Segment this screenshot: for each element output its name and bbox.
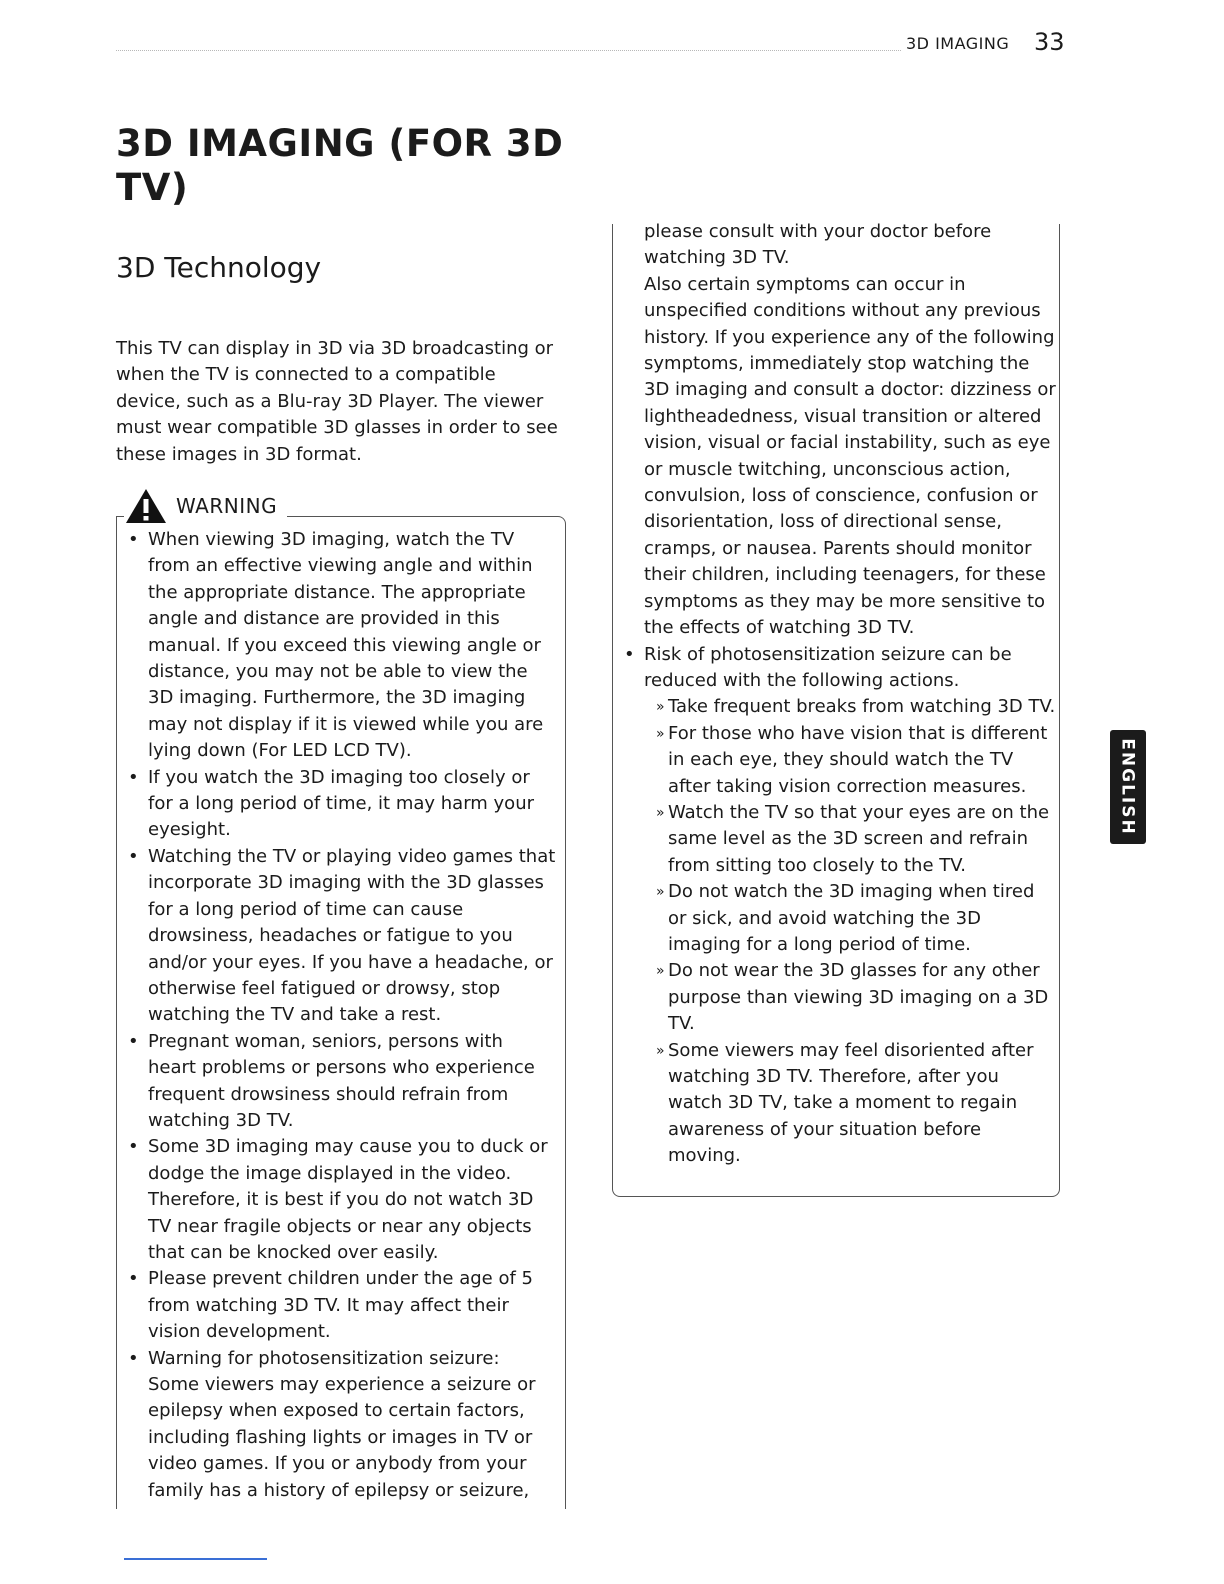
list-item: • Warning for photosensitization seizure: Some viewers may experience a seizure or epilepsy when exposed to certain factors, including flashing lights or images in TV or video games. If you or anybody from your family has a history of epilepsy or seizure, — [128, 1347, 536, 1501]
intro-paragraph: This TV can display in 3D via 3D broadcasting or when the TV is connected to a compatible device, such as a Blu-ray 3D Player. The viewer must wear compatible 3D glasses in order to see these images in 3D format. — [116, 338, 558, 465]
warning-continuation: please consult with your doctor before watching 3D TV. Also certain symptoms can occur in unspecified conditions without any previous history. If you experience any of the following symptoms, immediately stop watching the 3D imaging and consult a doctor: dizziness or lightheadedness, visual transition or altered vision, visual or facial instability, such as eye or muscle twitching, unconscious action, convulsion, loss of conscience, confusion or disorientation, loss of directional sense, cramps, or nausea. Parents should monitor their children, including teenagers, for these symptoms as they may be more sensitive to the effects of watching 3D TV. — [644, 221, 1056, 639]
double-chevron-icon: » — [656, 725, 665, 742]
section-subtitle: 3D Technology — [116, 251, 322, 284]
double-chevron-icon: » — [656, 804, 665, 821]
sub-list-item: » Watch the TV so that your eyes are on the same level as the 3D screen and refrain from sitting too closely to the TV. — [656, 801, 1050, 876]
double-chevron-icon: » — [656, 699, 665, 716]
warning-header — [124, 486, 287, 526]
page-number: 33 — [1034, 28, 1065, 56]
double-chevron-icon: » — [656, 1042, 665, 1059]
warning-list-right — [612, 219, 1057, 1170]
page-title: 3D IMAGING (FOR 3D TV) — [116, 122, 564, 209]
language-tab-label: ENGLISH — [1118, 738, 1138, 836]
sub-list-item: » For those who have vision that is different in each eye, they should watch the TV after taking vision correction measures. — [656, 722, 1048, 797]
double-chevron-icon: » — [656, 963, 665, 980]
list-item: • Pregnant woman, seniors, persons with heart problems or persons who experience frequent drowsiness should refrain from watching 3D TV. — [128, 1030, 535, 1131]
list-item: • Watching the TV or playing video games that incorporate 3D imaging with the 3D glasses for a long period of time can cause drowsiness, headaches or fatigue to you and/or your eyes. If you have a headache, or otherwise feel fatigued or drowsy, stop watching the TV and take a rest. — [128, 845, 556, 1026]
warning-label: WARNING — [176, 494, 278, 518]
list-item: • Risk of photosensitization seizure can be reduced with the following actions. — [624, 643, 1012, 691]
sub-list-item: » Some viewers may feel disoriented after watching 3D TV. Therefore, after you watch 3D TV, take a moment to regain awareness of your situation before moving. — [656, 1039, 1034, 1167]
footer-rule — [124, 1558, 267, 1560]
header-rule — [116, 50, 901, 51]
warning-triangle-icon — [124, 487, 168, 525]
header-section-title: 3D IMAGING — [906, 34, 1010, 53]
list-item: • Some 3D imaging may cause you to duck or dodge the image displayed in the video. Therefore, it is best if you do not watch 3D TV near fragile objects or near any objects that can be knocked over easily. — [128, 1136, 548, 1263]
double-chevron-icon: » — [656, 884, 665, 901]
sub-list-item: » Do not watch the 3D imaging when tired or sick, and avoid watching the 3D imaging for a long period of time. — [656, 881, 1035, 955]
language-tab — [1110, 730, 1146, 844]
warning-list-left — [116, 527, 556, 1504]
list-item: • If you watch the 3D imaging too closely or for a long period of time, it may harm your eyesight. — [128, 766, 535, 841]
sub-list — [612, 694, 1057, 1169]
sub-list-item: » Take frequent breaks from watching 3D TV. — [612, 694, 1057, 720]
list-item: • Please prevent children under the age of 5 from watching 3D TV. It may affect their vision development. — [128, 1268, 533, 1343]
list-item: • When viewing 3D imaging, watch the TV from an effective viewing angle and within the appropriate distance. The appropriate angle and distance are provided in this manual. If you exceed this viewing angle or distance, you may not be able to view the 3D imaging. Furthermore, the 3D imaging may not display if it is viewed while you are lying down (For LED LCD TV). — [128, 529, 544, 762]
sub-list-item: » Do not wear the 3D glasses for any other purpose than viewing 3D imaging on a 3D TV. — [656, 960, 1049, 1035]
